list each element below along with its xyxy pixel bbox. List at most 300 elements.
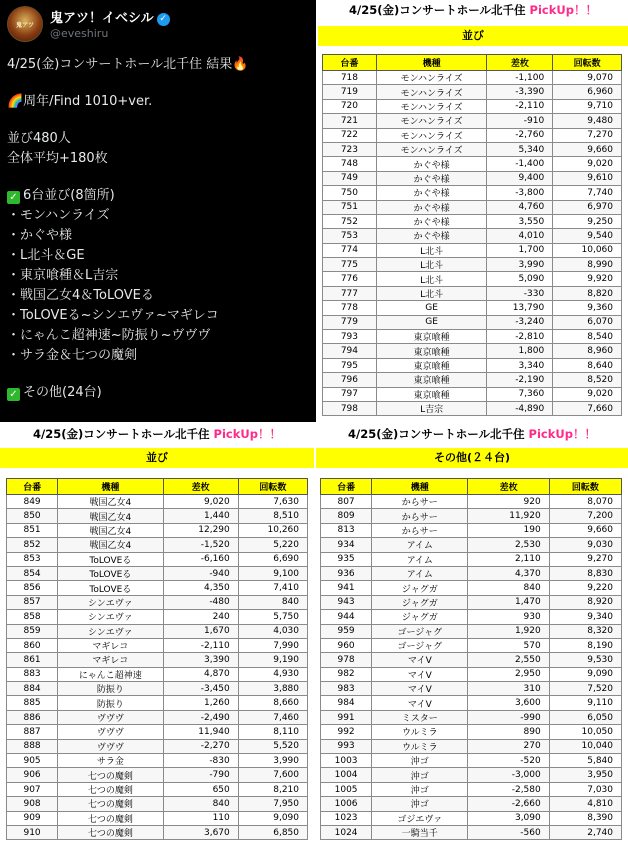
machine-number-cell: 909 — [7, 811, 58, 825]
table-row — [321, 509, 622, 523]
table-row — [321, 581, 622, 595]
spins-cell: 10,260 — [238, 523, 307, 537]
diff-cell: -3,240 — [487, 315, 553, 329]
verified-badge-icon: ✓ — [157, 13, 170, 26]
machine-name-cell: マイV — [372, 696, 468, 710]
machine-name-cell: かぐや様 — [376, 229, 487, 243]
diff-cell: 3,550 — [487, 214, 553, 228]
table-row — [7, 696, 308, 710]
table-row — [321, 811, 622, 825]
diff-cell: 840 — [163, 797, 238, 811]
machine-name-cell: ジャグガ — [372, 610, 468, 624]
diff-cell: 1,920 — [468, 624, 549, 638]
table-header-row: 台番 機種 差枚 回転数 — [321, 479, 622, 495]
machine-number-cell: 720 — [323, 99, 377, 113]
machine-number-cell: 777 — [323, 286, 377, 300]
spins-cell: 3,880 — [238, 682, 307, 696]
spins-cell: 3,950 — [549, 768, 621, 782]
machine-number-cell: 853 — [7, 552, 58, 566]
machine-name-cell: ウルミラ — [372, 725, 468, 739]
machine-number-cell: 775 — [323, 258, 377, 272]
spins-cell: 9,110 — [549, 696, 621, 710]
diff-cell: 890 — [468, 725, 549, 739]
tweet-line: 4/25(金)コンサートホール北千住 結果🔥 — [7, 57, 249, 72]
machine-number-cell: 1006 — [321, 797, 372, 811]
machine-number-cell: 797 — [323, 387, 377, 401]
diff-cell: -560 — [468, 825, 549, 839]
spins-cell: 7,600 — [238, 768, 307, 782]
machine-number-cell: 936 — [321, 566, 372, 580]
diff-cell: 9,020 — [163, 495, 238, 509]
machine-name-cell: ToLOVEる — [58, 566, 163, 580]
spins-cell: 9,920 — [553, 272, 622, 286]
tweet-line-text: その他(24台) — [23, 385, 102, 400]
machine-name-cell: 戦国乙女4 — [58, 523, 163, 537]
spins-cell: 4,810 — [549, 797, 621, 811]
spins-cell: 7,030 — [549, 782, 621, 796]
table-row — [321, 710, 622, 724]
spins-cell: 5,750 — [238, 610, 307, 624]
machine-name-cell: L北斗 — [376, 258, 487, 272]
diff-cell: 11,920 — [468, 509, 549, 523]
tweet-line: ・ToLOVEる~シンエヴァ~マギレコ — [7, 308, 219, 323]
machine-name-cell: 戦国乙女4 — [58, 495, 163, 509]
table-row — [7, 754, 308, 768]
spins-cell: 8,990 — [553, 258, 622, 272]
machine-number-cell: 778 — [323, 301, 377, 315]
machine-name-cell: マギレコ — [58, 653, 163, 667]
machine-number-cell: 907 — [7, 782, 58, 796]
diff-cell: -990 — [468, 710, 549, 724]
table-row — [323, 142, 622, 156]
table-row — [323, 71, 622, 85]
machine-number-cell: 934 — [321, 538, 372, 552]
machine-name-cell: 一騎当千 — [372, 825, 468, 839]
table-row — [7, 811, 308, 825]
machine-number-cell: 982 — [321, 667, 372, 681]
spins-cell: 6,070 — [553, 315, 622, 329]
machine-number-cell: 886 — [7, 710, 58, 724]
machine-name-cell: 七つの魔剣 — [58, 782, 163, 796]
spins-cell: 9,660 — [549, 523, 621, 537]
spins-cell: 9,070 — [553, 71, 622, 85]
table-row — [323, 358, 622, 372]
spins-cell: 9,220 — [549, 581, 621, 595]
machine-number-cell: 906 — [7, 768, 58, 782]
spins-cell: 8,190 — [549, 638, 621, 652]
tweet-line: 全体平均+180枚 — [7, 151, 108, 166]
machine-name-cell: L吉宗 — [376, 401, 487, 415]
table-row — [321, 610, 622, 624]
table-header-row: 台番 機種 差枚 回転数 — [7, 479, 308, 495]
machine-number-cell: 944 — [321, 610, 372, 624]
diff-cell: 3,990 — [487, 258, 553, 272]
pickup-label: PickUp！！ — [529, 3, 597, 17]
machine-number-cell: 813 — [321, 523, 372, 537]
machine-number-cell: 885 — [7, 696, 58, 710]
diff-cell: 4,350 — [163, 581, 238, 595]
diff-cell: 2,950 — [468, 667, 549, 681]
diff-cell: -2,660 — [468, 797, 549, 811]
spins-cell: 8,320 — [549, 624, 621, 638]
machine-name-cell: アイム — [372, 538, 468, 552]
diff-cell: 9,400 — [487, 171, 553, 185]
user-handle[interactable]: @eveshiru — [50, 27, 109, 40]
diff-cell: 4,870 — [163, 667, 238, 681]
machine-number-cell: 851 — [7, 523, 58, 537]
machine-number-cell: 723 — [323, 142, 377, 156]
spins-cell: 4,030 — [238, 624, 307, 638]
diff-cell: -2,110 — [487, 99, 553, 113]
spins-cell: 9,270 — [549, 552, 621, 566]
tweet-line: ・かぐや様 — [7, 228, 73, 243]
machine-name-cell: モンハンライズ — [376, 85, 487, 99]
diff-cell: 3,600 — [468, 696, 549, 710]
machine-number-cell: 748 — [323, 157, 377, 171]
diff-cell: 3,390 — [163, 653, 238, 667]
table-row — [321, 653, 622, 667]
machine-number-cell: 719 — [323, 85, 377, 99]
diff-cell: 4,010 — [487, 229, 553, 243]
spins-cell: 8,920 — [549, 595, 621, 609]
results-table — [320, 478, 622, 840]
machine-name-cell: ヴヴヴ — [58, 739, 163, 753]
machine-name-cell: シンエヴァ — [58, 624, 163, 638]
panel-band: 並び — [0, 448, 314, 468]
machine-name-cell: ゴージャグ — [372, 624, 468, 638]
diff-cell: -4,890 — [487, 401, 553, 415]
machine-number-cell: 884 — [7, 682, 58, 696]
machine-number-cell: 858 — [7, 610, 58, 624]
machine-number-cell: 849 — [7, 495, 58, 509]
machine-number-cell: 779 — [323, 315, 377, 329]
spins-cell: 7,950 — [238, 797, 307, 811]
spins-cell: 7,460 — [238, 710, 307, 724]
machine-name-cell: モンハンライズ — [376, 99, 487, 113]
spins-cell: 6,050 — [549, 710, 621, 724]
spins-cell: 6,690 — [238, 552, 307, 566]
machine-name-cell: 七つの魔剣 — [58, 811, 163, 825]
spins-cell: 8,520 — [553, 373, 622, 387]
diff-cell: 1,670 — [163, 624, 238, 638]
machine-number-cell: 718 — [323, 71, 377, 85]
table-row — [321, 682, 622, 696]
table-row — [7, 538, 308, 552]
panel-title: 4/25(金)コンサートホール北千住 PickUp！！ — [349, 3, 597, 17]
machine-name-cell: ゴジエヴァ — [372, 811, 468, 825]
table-header-row: 台番 機種 差枚 回転数 — [323, 55, 622, 71]
machine-number-cell: 859 — [7, 624, 58, 638]
machine-name-cell: シンエヴァ — [58, 610, 163, 624]
machine-number-cell: 1003 — [321, 754, 372, 768]
spins-cell: 9,530 — [549, 653, 621, 667]
diff-cell: -330 — [487, 286, 553, 300]
machine-number-cell: 905 — [7, 754, 58, 768]
diff-cell: 310 — [468, 682, 549, 696]
diff-cell: 1,800 — [487, 344, 553, 358]
panel-band: 並び — [318, 26, 628, 46]
tweet-line — [7, 169, 312, 186]
spins-cell: 6,970 — [553, 200, 622, 214]
table-row — [323, 272, 622, 286]
machine-name-cell: 東京喰種 — [376, 330, 487, 344]
table-row — [7, 624, 308, 638]
table-row — [7, 552, 308, 566]
machine-name-cell: かぐや様 — [376, 200, 487, 214]
machine-name-cell: 戦国乙女4 — [58, 509, 163, 523]
diff-cell: -790 — [163, 768, 238, 782]
spins-cell: 7,520 — [549, 682, 621, 696]
machine-number-cell: 887 — [7, 725, 58, 739]
machine-number-cell: 959 — [321, 624, 372, 638]
spins-cell: 8,390 — [549, 811, 621, 825]
diff-cell: 4,370 — [468, 566, 549, 580]
machine-name-cell: アイム — [372, 566, 468, 580]
spins-cell: 9,020 — [553, 157, 622, 171]
diff-cell: -2,490 — [163, 710, 238, 724]
table-row — [321, 782, 622, 796]
spins-cell: 9,610 — [553, 171, 622, 185]
table-row — [7, 768, 308, 782]
avatar[interactable] — [7, 6, 43, 42]
machine-number-cell: 993 — [321, 739, 372, 753]
diff-cell: 3,090 — [468, 811, 549, 825]
diff-cell: 840 — [468, 581, 549, 595]
diff-cell: -2,270 — [163, 739, 238, 753]
machine-number-cell: 854 — [7, 566, 58, 580]
diff-cell: 930 — [468, 610, 549, 624]
spins-cell: 9,090 — [238, 811, 307, 825]
diff-cell: -6,160 — [163, 552, 238, 566]
machine-number-cell: 910 — [7, 825, 58, 839]
diff-cell: -2,110 — [163, 638, 238, 652]
results-panel-top — [318, 0, 628, 422]
table-row — [323, 171, 622, 185]
panel-band: その他(２４台) — [316, 448, 628, 468]
spins-cell: 8,640 — [553, 358, 622, 372]
table-row — [323, 373, 622, 387]
diff-cell: 110 — [163, 811, 238, 825]
machine-number-cell: 860 — [7, 638, 58, 652]
spins-cell: 5,840 — [549, 754, 621, 768]
machine-name-cell: ウルミラ — [372, 739, 468, 753]
machine-number-cell: 1024 — [321, 825, 372, 839]
table-row — [7, 653, 308, 667]
diff-cell: -2,810 — [487, 330, 553, 344]
table-row — [323, 387, 622, 401]
machine-name-cell: 七つの魔剣 — [58, 797, 163, 811]
spins-cell: 7,410 — [238, 581, 307, 595]
diff-cell: 2,550 — [468, 653, 549, 667]
diff-cell: -520 — [468, 754, 549, 768]
machine-number-cell: 721 — [323, 114, 377, 128]
table-row — [7, 523, 308, 537]
table-row — [321, 595, 622, 609]
table-row — [7, 682, 308, 696]
diff-cell: -1,520 — [163, 538, 238, 552]
spins-cell: 9,540 — [553, 229, 622, 243]
results-table — [6, 478, 308, 840]
diff-cell: -2,760 — [487, 128, 553, 142]
machine-name-cell: からサー — [372, 523, 468, 537]
avatar-text: 鬼アツ — [15, 21, 34, 29]
table-row — [323, 258, 622, 272]
table-row — [7, 581, 308, 595]
machine-number-cell: 856 — [7, 581, 58, 595]
machine-number-cell: 1023 — [321, 811, 372, 825]
spins-cell: 8,510 — [238, 509, 307, 523]
table-row — [323, 229, 622, 243]
diff-cell: 1,260 — [163, 696, 238, 710]
spins-cell: 8,830 — [549, 566, 621, 580]
diff-cell: 2,530 — [468, 538, 549, 552]
results-panel-bottom-right — [316, 424, 628, 846]
machine-number-cell: 795 — [323, 358, 377, 372]
machine-name-cell: 東京喰種 — [376, 373, 487, 387]
machine-name-cell: モンハンライズ — [376, 128, 487, 142]
machine-name-cell: ジャグガ — [372, 581, 468, 595]
spins-cell: 6,850 — [238, 825, 307, 839]
machine-number-cell: 978 — [321, 653, 372, 667]
table-row — [321, 768, 622, 782]
diff-cell: -2,580 — [468, 782, 549, 796]
machine-name-cell: マイV — [372, 667, 468, 681]
machine-number-cell: 984 — [321, 696, 372, 710]
tweet-line: ・にゃんこ超神速~防振り~ヴヴヴ — [7, 328, 211, 343]
machine-number-cell: 850 — [7, 509, 58, 523]
check-icon: ✓ — [7, 191, 20, 204]
diff-cell: -480 — [163, 595, 238, 609]
tweet-line — [7, 366, 312, 383]
machine-number-cell: 935 — [321, 552, 372, 566]
machine-name-cell: 防振り — [58, 696, 163, 710]
spins-cell: 5,520 — [238, 739, 307, 753]
machine-name-cell: ヴヴヴ — [58, 725, 163, 739]
machine-number-cell: 749 — [323, 171, 377, 185]
table-row — [7, 495, 308, 509]
spins-cell: 9,660 — [553, 142, 622, 156]
table-row — [7, 797, 308, 811]
table-row — [323, 200, 622, 214]
machine-name-cell: モンハンライズ — [376, 114, 487, 128]
machine-number-cell: 796 — [323, 373, 377, 387]
tweet-line — [7, 75, 312, 92]
machine-name-cell: マイV — [372, 682, 468, 696]
diff-cell: 12,290 — [163, 523, 238, 537]
table-row — [323, 315, 622, 329]
machine-name-cell: モンハンライズ — [376, 71, 487, 85]
machine-name-cell: ミスター — [372, 710, 468, 724]
machine-name-cell: 防振り — [58, 682, 163, 696]
machine-name-cell: かぐや様 — [376, 186, 487, 200]
table-row — [321, 624, 622, 638]
tweet-line — [7, 186, 312, 206]
table-row — [321, 523, 622, 537]
display-name[interactable]: 鬼アツ！イベシル ✓ — [50, 7, 170, 26]
diff-cell: -830 — [163, 754, 238, 768]
machine-name-cell: 東京喰種 — [376, 387, 487, 401]
spins-cell: 8,660 — [238, 696, 307, 710]
tweet-line: 並び480人 — [7, 131, 71, 146]
machine-name-cell: L北斗 — [376, 272, 487, 286]
machine-number-cell: 861 — [7, 653, 58, 667]
machine-name-cell: モンハンライズ — [376, 142, 487, 156]
table-row — [321, 725, 622, 739]
machine-number-cell: 992 — [321, 725, 372, 739]
spins-cell: 9,190 — [238, 653, 307, 667]
spins-cell: 9,710 — [553, 99, 622, 113]
diff-cell: 1,470 — [468, 595, 549, 609]
diff-cell: 3,670 — [163, 825, 238, 839]
table-row — [7, 739, 308, 753]
spins-cell: 8,960 — [553, 344, 622, 358]
spins-cell: 9,360 — [553, 301, 622, 315]
spins-cell: 7,630 — [238, 495, 307, 509]
spins-cell: 7,270 — [553, 128, 622, 142]
spins-cell: 9,250 — [553, 214, 622, 228]
machine-name-cell: ToLOVEる — [58, 552, 163, 566]
machine-name-cell: 戦国乙女4 — [58, 538, 163, 552]
table-row — [321, 552, 622, 566]
diff-cell: 7,360 — [487, 387, 553, 401]
table-row — [323, 401, 622, 415]
tweet-line: ・L北斗＆GE — [7, 248, 85, 263]
machine-name-cell: L北斗 — [376, 243, 487, 257]
machine-name-cell: GE — [376, 315, 487, 329]
table-row — [7, 610, 308, 624]
table-row — [321, 495, 622, 509]
machine-name-cell: からサー — [372, 509, 468, 523]
machine-name-cell: シンエヴァ — [58, 595, 163, 609]
table-row — [7, 509, 308, 523]
pickup-label: PickUp！！ — [528, 427, 596, 441]
machine-name-cell: ToLOVEる — [58, 581, 163, 595]
machine-number-cell: 752 — [323, 214, 377, 228]
machine-name-cell: ヴヴヴ — [58, 710, 163, 724]
spins-cell: 9,090 — [549, 667, 621, 681]
machine-number-cell: 960 — [321, 638, 372, 652]
machine-name-cell: GE — [376, 301, 487, 315]
table-row — [321, 538, 622, 552]
machine-name-cell: かぐや様 — [376, 171, 487, 185]
tweet-line — [7, 112, 312, 129]
machine-name-cell: ジャグガ — [372, 595, 468, 609]
spins-cell: 6,960 — [553, 85, 622, 99]
diff-cell: 1,440 — [163, 509, 238, 523]
spins-cell: 8,540 — [553, 330, 622, 344]
spins-cell: 7,990 — [238, 638, 307, 652]
diff-cell: 2,110 — [468, 552, 549, 566]
diff-cell: 240 — [163, 610, 238, 624]
tweet-text — [7, 55, 312, 403]
diff-cell: 650 — [163, 782, 238, 796]
diff-cell: -940 — [163, 566, 238, 580]
spins-cell: 7,660 — [553, 401, 622, 415]
spins-cell: 2,740 — [549, 825, 621, 839]
table-row — [7, 595, 308, 609]
tweet-line: ・モンハンライズ — [7, 208, 110, 223]
table-row — [323, 157, 622, 171]
tweet-line-text: 6台並び(8箇所) — [23, 188, 115, 203]
machine-name-cell: かぐや様 — [376, 214, 487, 228]
diff-cell: 4,760 — [487, 200, 553, 214]
spins-cell: 8,820 — [553, 286, 622, 300]
machine-number-cell: 751 — [323, 200, 377, 214]
machine-number-cell: 809 — [321, 509, 372, 523]
diff-cell: -3,000 — [468, 768, 549, 782]
spins-cell: 8,110 — [238, 725, 307, 739]
check-icon: ✓ — [7, 388, 20, 401]
